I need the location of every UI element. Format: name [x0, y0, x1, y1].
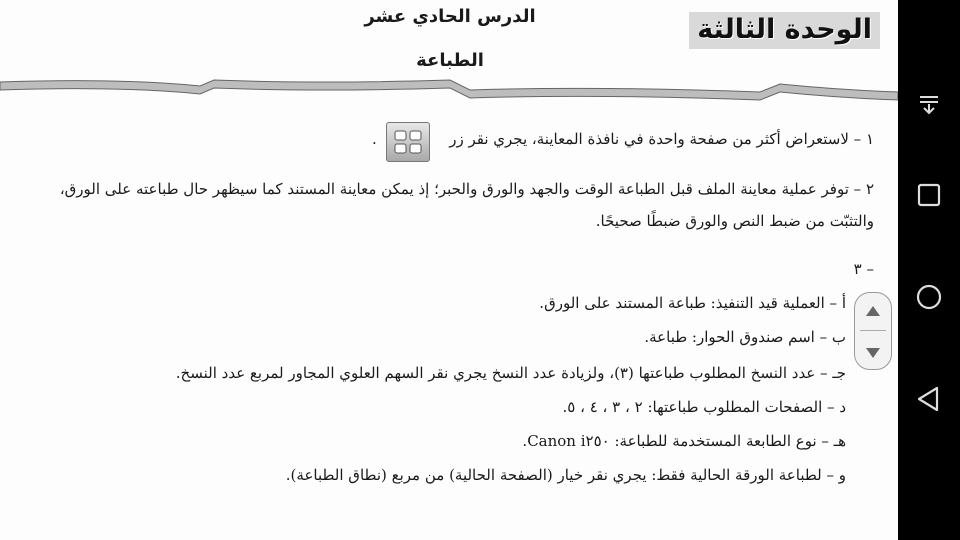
question-1: ١ – لاستعراض أكثر من صفحة واحدة في نافذة المعاينة، يجري نقر زر [449, 130, 874, 148]
back-icon[interactable] [898, 368, 960, 430]
answer-f: و – لطباعة الورقة الحالية فقط: يجري نقر خيار (الصفحة الحالية) من مربع (نطاق الطباعة). [285, 466, 846, 484]
scroll-down-icon[interactable] [863, 345, 883, 361]
answer-d: د – الصفحات المطلوب طباعتها: ٢ ، ٣ ، ٤ ، ٥. [562, 398, 846, 416]
question-2-line-1: ٢ – توفر عملية معاينة الملف قبل الطباعة الوقت والجهد والورق والحبر؛ إذ يمكن معاينة المستند كما سيظهر حال طباعته على الورق، [59, 180, 874, 198]
question-3: ٣ – [853, 260, 874, 278]
home-icon[interactable] [898, 266, 960, 328]
multi-page-preview-icon [386, 122, 430, 162]
question-1-end: . [372, 130, 377, 148]
question-2-line-2: والتثبّت من ضبط النص والورق ضبطًا صحيحًا. [595, 212, 874, 230]
lesson-title: الدرس الحادي عشر [364, 6, 536, 27]
navigation-bar [898, 0, 960, 540]
recent-apps-icon[interactable] [898, 164, 960, 226]
scroll-up-icon[interactable] [863, 303, 883, 319]
answer-b: ب – اسم صندوق الحوار: طباعة. [644, 328, 846, 346]
answer-a: أ – العملية قيد التنفيذ: طباعة المستند على الورق. [539, 294, 846, 312]
unit-title: الوحدة الثالثة [689, 12, 880, 49]
answer-c: جـ – عدد النسخ المطلوب طباعتها (٣)، ولزيادة عدد النسخ يجري نقر السهم العلوي المجاور لمربع عدد النسخ. [175, 364, 846, 382]
stepper-divider [860, 330, 886, 331]
copies-stepper[interactable] [854, 292, 892, 370]
menu-icon[interactable] [898, 74, 960, 136]
lesson-subtitle: الطباعة [416, 50, 484, 71]
answer-e: هـ – نوع الطابعة المستخدمة للطباعة: Canon i٢٥٠. [522, 432, 846, 450]
